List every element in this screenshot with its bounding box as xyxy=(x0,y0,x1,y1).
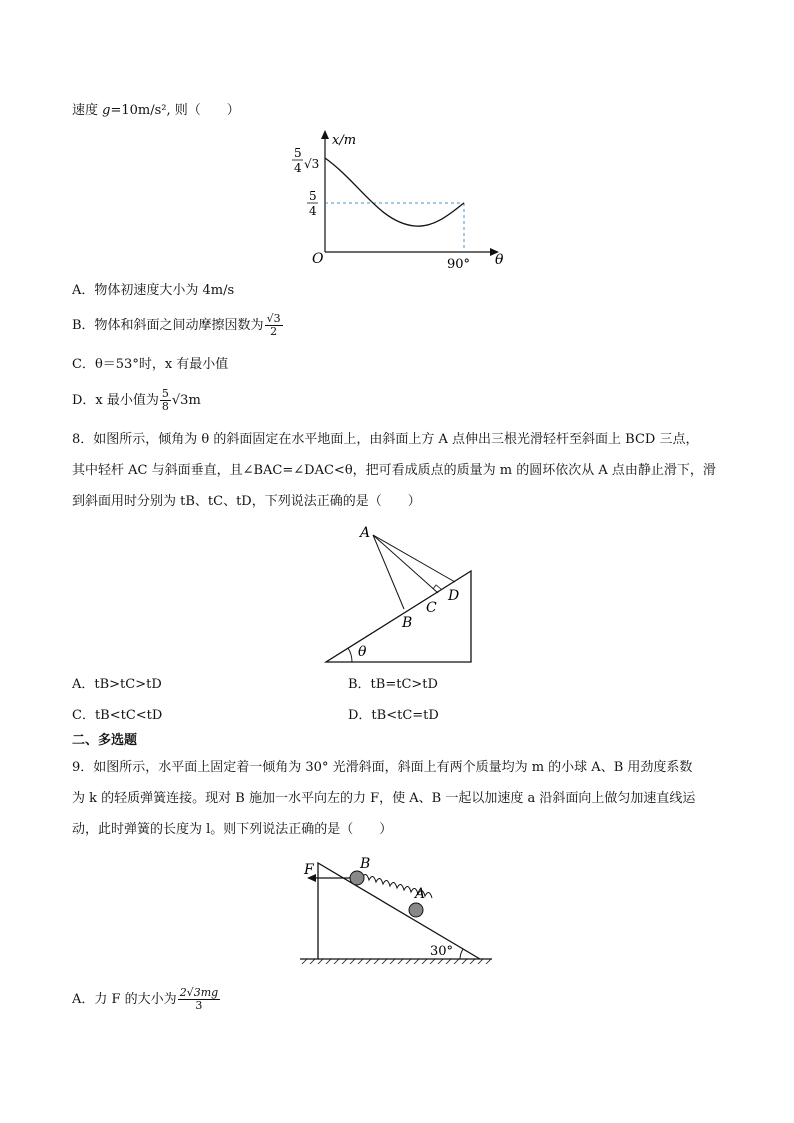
q7-y-top-root: √3 xyxy=(304,157,320,171)
q9-ground-hatch xyxy=(302,959,491,964)
q7-option-d-text: D．x 最小值为 xyxy=(72,393,159,408)
q9-option-a-num: 2√3mg xyxy=(179,986,219,999)
q8-figure xyxy=(320,520,480,665)
q9-line3: 动，此时弹簧的长度为 l。则下列说法正确的是（ ） xyxy=(72,822,393,837)
q7-y-top-den: 4 xyxy=(294,161,302,175)
q8-line3: 到斜面用时分别为 tB、tC、tD，下列说法正确的是（ ） xyxy=(72,494,421,509)
q9-label-a: A xyxy=(415,886,426,902)
q9-label-angle: 30° xyxy=(430,944,454,959)
q7-intro-prefix: 速度 xyxy=(72,103,103,118)
q8-line2: 其中轻杆 AC 与斜面垂直，且∠BAC=∠DAC<θ，把可看成质点的质量为 m 的圆环依次从 A 点由静止滑下，滑 xyxy=(72,463,716,478)
q7-curve xyxy=(325,158,464,226)
q9-line1: 9．如图所示，水平面上固定着一倾角为 30° 光滑斜面，斜面上有两个质量均为 m 的小球 A、B 用劲度系数 xyxy=(72,760,693,775)
q9-line2: 为 k 的轻质弹簧连接。现对 B 施加一水平向左的力 F，使 A、B 一起以加速度 a 沿斜面向上做匀加速直线运 xyxy=(72,791,696,806)
q8-option-c: C．tB<tC<tD xyxy=(72,708,163,723)
q7-option-d-frac xyxy=(160,388,171,413)
q9-option-a-den: 3 xyxy=(195,999,203,1012)
q9-option-a xyxy=(72,987,221,1012)
q9-option-a-text: A．力 F 的大小为 xyxy=(72,992,177,1007)
section2-title: 二、多选题 xyxy=(72,733,138,748)
q9-label-b: B xyxy=(360,856,371,872)
q9-option-a-frac xyxy=(178,987,220,1012)
q7-intro-suffix: =10m/s², 则（ ） xyxy=(110,103,240,118)
q7-option-d-tail: √3m xyxy=(171,393,201,408)
q7-option-d-num: 5 xyxy=(161,387,169,400)
q7-y-top-num: 5 xyxy=(294,146,302,160)
q9-ball-a xyxy=(409,903,423,917)
q8-label-b: B xyxy=(402,615,413,631)
q7-graph xyxy=(280,128,510,270)
q8-label-theta: θ xyxy=(358,644,367,660)
q7-y-mid-den: 4 xyxy=(309,204,317,218)
q8-option-b: B．tB=tC>tD xyxy=(348,677,438,692)
q9-figure xyxy=(296,852,496,970)
q8-label-c: C xyxy=(426,600,437,616)
q7-option-a: A．物体初速度大小为 4m/s xyxy=(72,283,235,298)
q7-x-axis-label: θ xyxy=(495,252,504,268)
q7-option-b xyxy=(72,313,284,338)
q8-rod-ac xyxy=(373,535,438,593)
q8-rod-ab xyxy=(373,535,404,609)
q9-label-f: F xyxy=(304,862,314,878)
q8-option-a: A．tB>tC>tD xyxy=(72,677,162,692)
q7-option-b-den: 2 xyxy=(270,325,278,338)
q8-option-d: D．tB<tC=tD xyxy=(348,708,439,723)
q8-rod-ad xyxy=(373,535,455,582)
q8-theta-arc xyxy=(348,648,352,662)
q7-y-arrow xyxy=(321,130,329,139)
q7-option-b-text: B．物体和斜面之间动摩擦因数为 xyxy=(72,318,264,333)
q7-option-b-frac xyxy=(265,313,283,338)
q8-label-a: A xyxy=(360,525,371,541)
q7-option-d xyxy=(72,388,201,413)
q8-right-angle xyxy=(433,585,441,589)
q8-line1: 8．如图所示，倾角为 θ 的斜面固定在水平地面上，由斜面上方 A 点伸出三根光滑轻杆至斜面上 BCD 三点， xyxy=(72,432,699,447)
q7-y-mid-num: 5 xyxy=(309,189,317,203)
q7-option-b-num: √3 xyxy=(266,312,281,325)
q7-y-axis-label: x/m xyxy=(332,133,357,148)
q8-label-d: D xyxy=(448,588,460,604)
q7-intro-g: g xyxy=(102,103,111,118)
q9-angle-arc xyxy=(460,949,463,959)
q9-ball-b xyxy=(350,871,364,885)
q7-x-tick-90: 90° xyxy=(447,257,471,270)
q7-option-c: C．θ＝53°时，x 有最小值 xyxy=(72,357,229,372)
q7-intro xyxy=(72,101,240,121)
q7-origin-label: O xyxy=(312,251,324,267)
q7-option-d-den: 8 xyxy=(161,400,169,413)
